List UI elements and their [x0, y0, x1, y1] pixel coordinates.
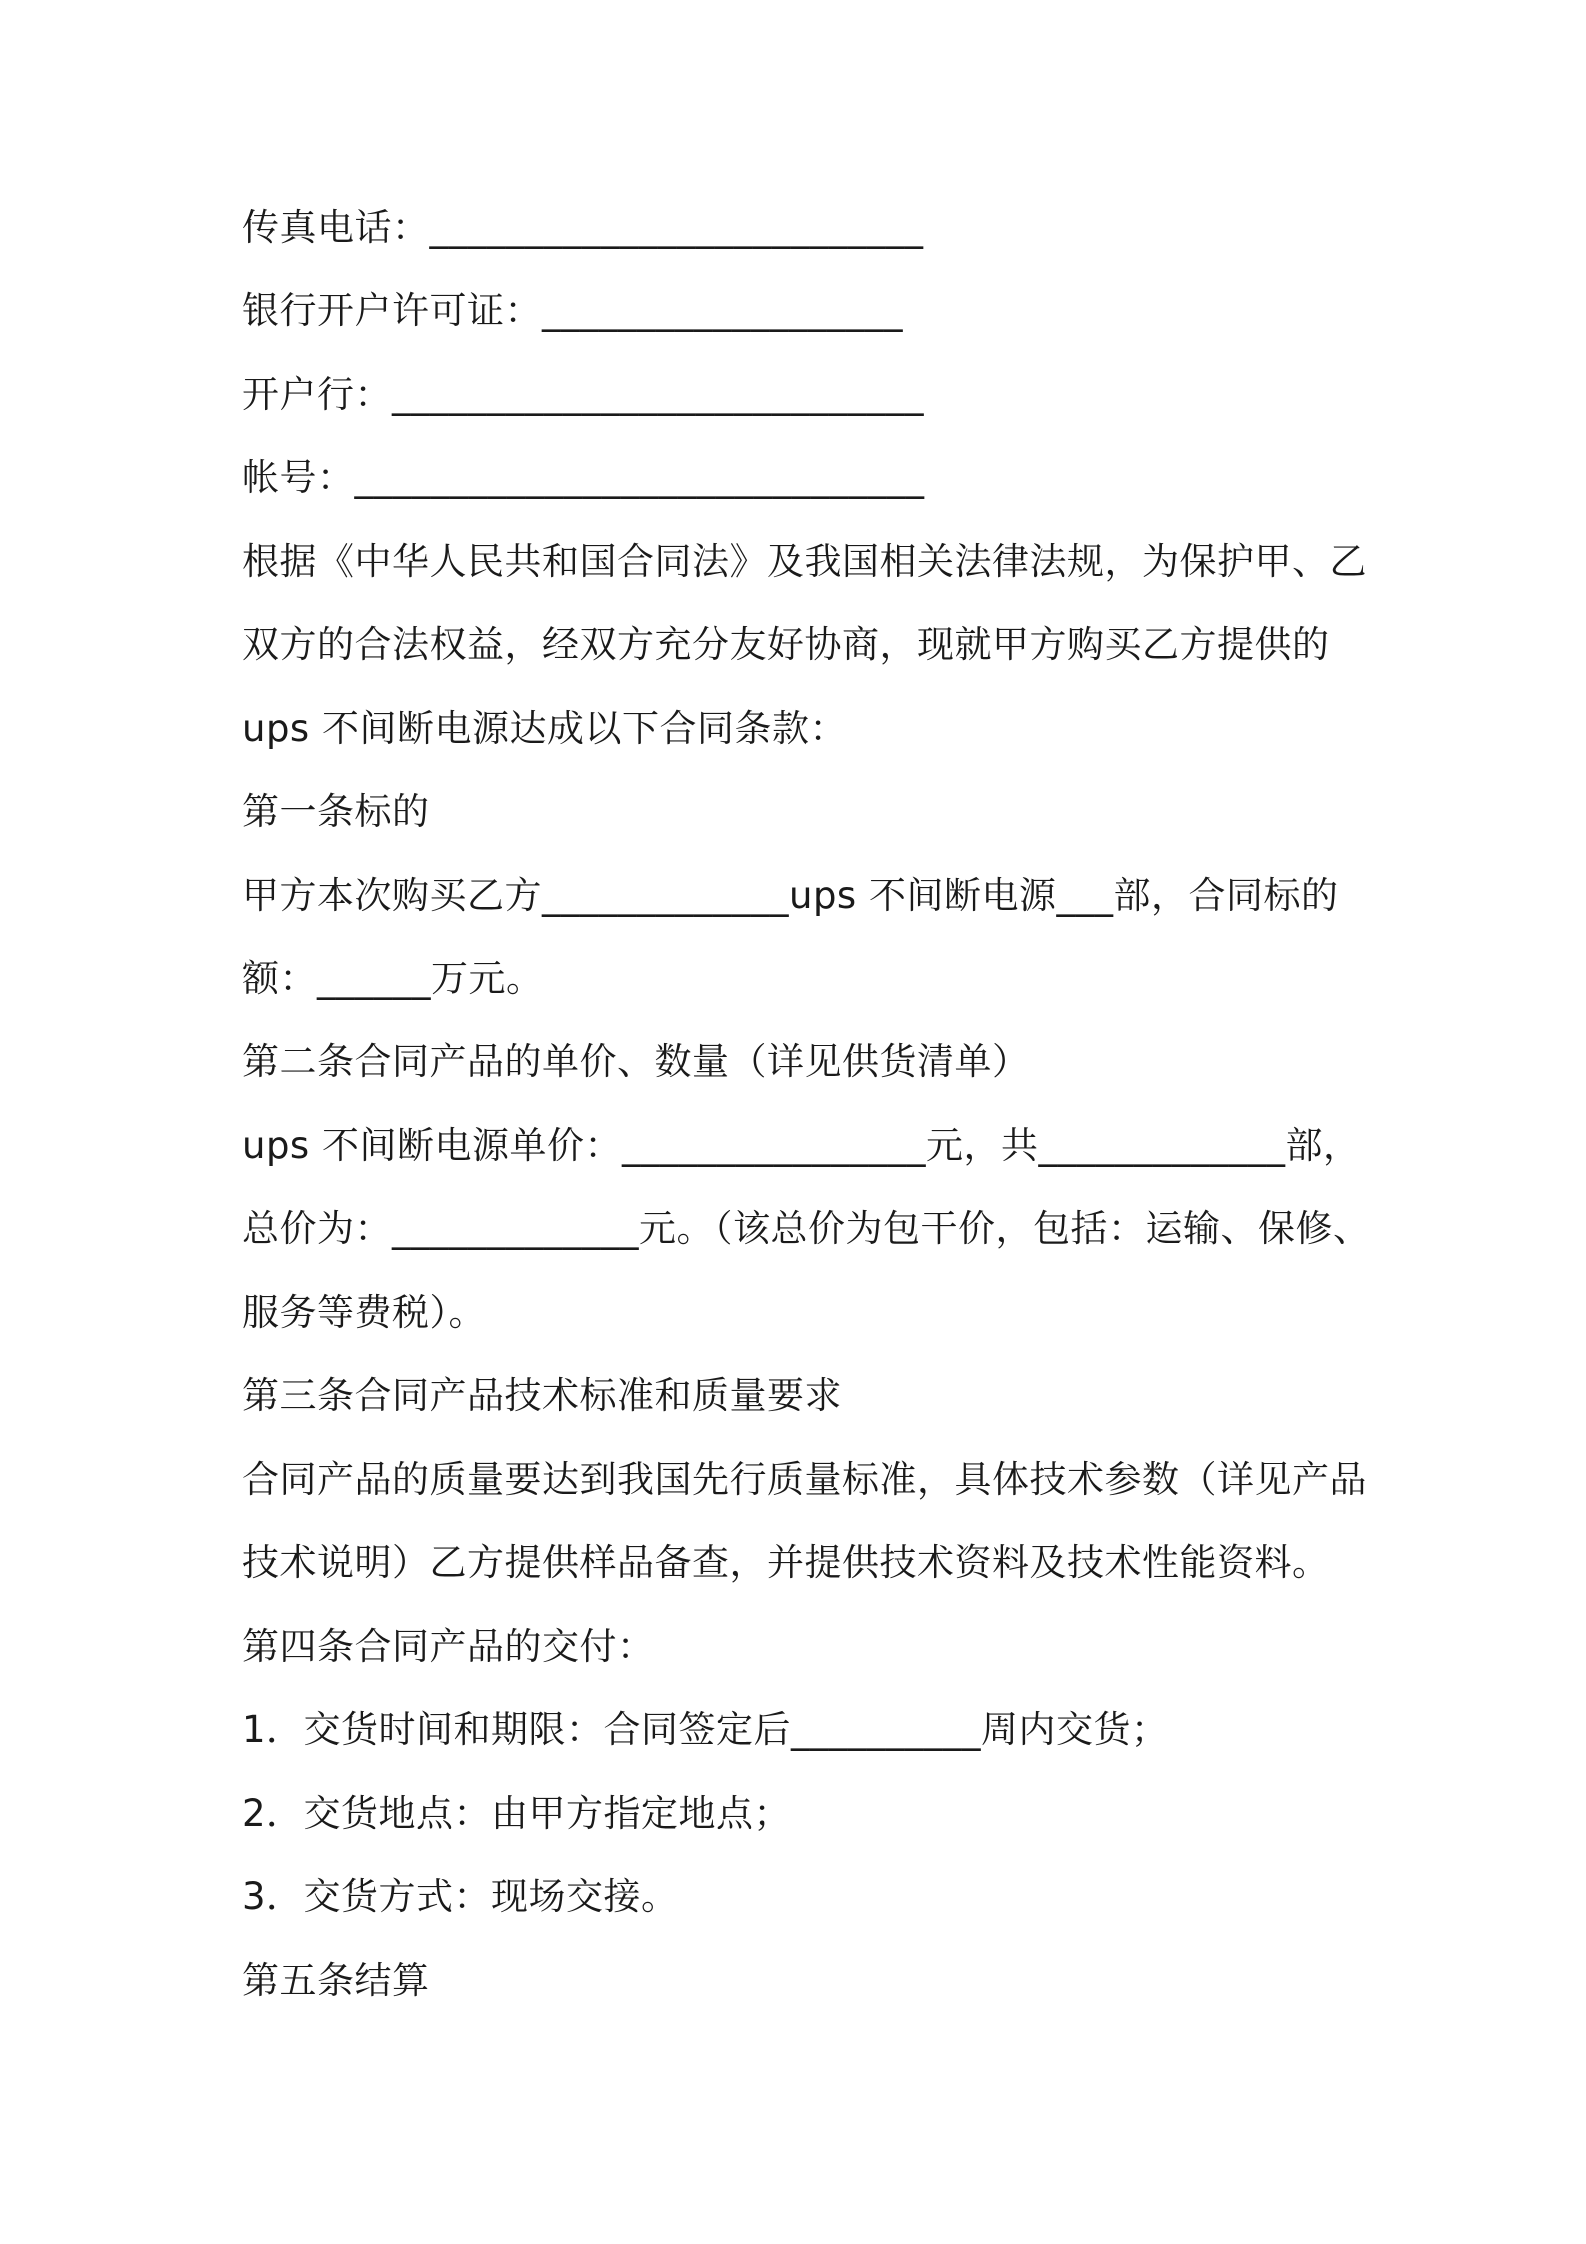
article-1-text-1: 甲方本次购买乙方_____________ups 不间断电源___部，合同标的	[242, 874, 1339, 917]
article-2-text-1: ups 不间断电源单价：________________元，共_____________部，	[242, 1124, 1361, 1167]
article-4-item-3: 3．交货方式：现场交接。	[242, 1875, 679, 1918]
article-3-text-1: 合同产品的质量要达到我国先行质量标准，具体技术参数（详见产品	[242, 1458, 1367, 1501]
preamble-line-2: 双方的合法权益，经双方充分友好协商，现就甲方购买乙方提供的	[242, 623, 1330, 666]
article-4-item-2: 2．交货地点：由甲方指定地点；	[242, 1792, 792, 1835]
article-3-text-2: 技术说明）乙方提供样品备查，并提供技术资料及技术性能资料。	[242, 1541, 1330, 1584]
bank-line: 开户行：____________________________	[242, 373, 924, 416]
article-5-heading: 第五条结算	[242, 1959, 430, 2002]
preamble-line-1: 根据《中华人民共和国合同法》及我国相关法律法规，为保护甲、乙	[242, 540, 1367, 583]
bank-license-line: 银行开户许可证：___________________	[242, 289, 903, 332]
article-3-heading: 第三条合同产品技术标准和质量要求	[242, 1374, 842, 1417]
article-2-text-2: 总价为：_____________元。（该总价为包干价，包括：运输、保修、	[242, 1207, 1371, 1250]
account-line: 帐号：______________________________	[242, 456, 925, 499]
article-1-heading: 第一条标的	[242, 790, 430, 833]
article-2-text-3: 服务等费税）。	[242, 1291, 486, 1334]
article-1-text-2: 额：______万元。	[242, 957, 544, 1000]
preamble-line-3: ups 不间断电源达成以下合同条款：	[242, 707, 847, 750]
article-4-item-1: 1．交货时间和期限：合同签定后__________周内交货；	[242, 1708, 1169, 1751]
article-4-heading: 第四条合同产品的交付：	[242, 1625, 655, 1668]
fax-line: 传真电话：__________________________	[242, 206, 924, 249]
article-2-heading: 第二条合同产品的单价、数量（详见供货清单）	[242, 1040, 1030, 1083]
